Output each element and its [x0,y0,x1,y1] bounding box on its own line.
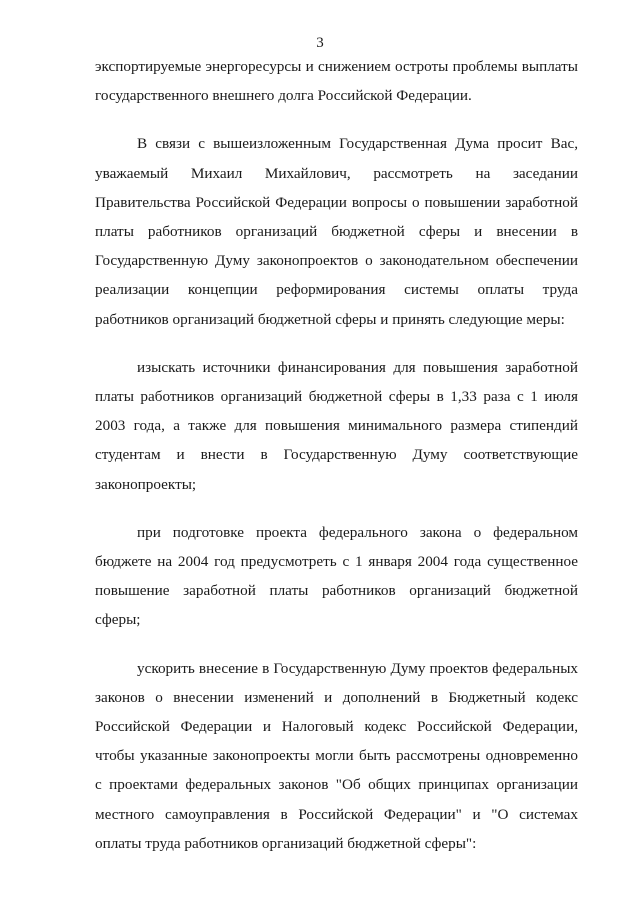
paragraph-measure-codes: ускорить внесение в Государственную Думу проектов федеральных законов о внесении изменений и дополнений в Бюджетный кодекс Российской Федерации и Налоговый кодекс Российской Федерации, чтобы указанные законопроекты могли быть рассмотрены одновременно с проектами федеральных законов "Об общих принципах организации местного самоуправления в Российской Федерации" и "О системах оплаты труда работников организаций бюджетной сферы": [95,659,578,852]
paragraph-measure-funding: изыскать источники финансирования для повышения заработной платы работников организаций бюджетной сферы в 1,33 раза с 1 июля 2003 года, а также для повышения минимального размера стипендий студентам и внести в Государственную Думу соответствующие законопроекты; [95,358,578,493]
page-number: 3 [316,35,324,51]
paragraph-continuation: экспортируемые энергоресурсы и снижением остроты проблемы выплаты государственного внешнего долга Российской Федерации. [95,58,578,105]
document-body [95,52,578,858]
paragraph-measure-budget-2004: при подготовке проекта федерального закона о федеральном бюджете на 2004 год предусмотреть с 1 января 2004 года существенное повышение заработной платы работников организаций бюджетной сферы; [95,523,578,629]
paragraph-request: В связи с вышеизложенным Государственная Дума просит Вас, уважаемый Михаил Михайлович, рассмотреть на заседании Правительства Российской Федерации вопросы о повышении заработной платы работников организаций бюджетной сферы и внесении в Государственную Думу законопроектов о законодательном обеспечении реализации концепции реформирования системы оплаты труда работников организаций бюджетной сферы и принять следующие меры: [95,135,578,328]
